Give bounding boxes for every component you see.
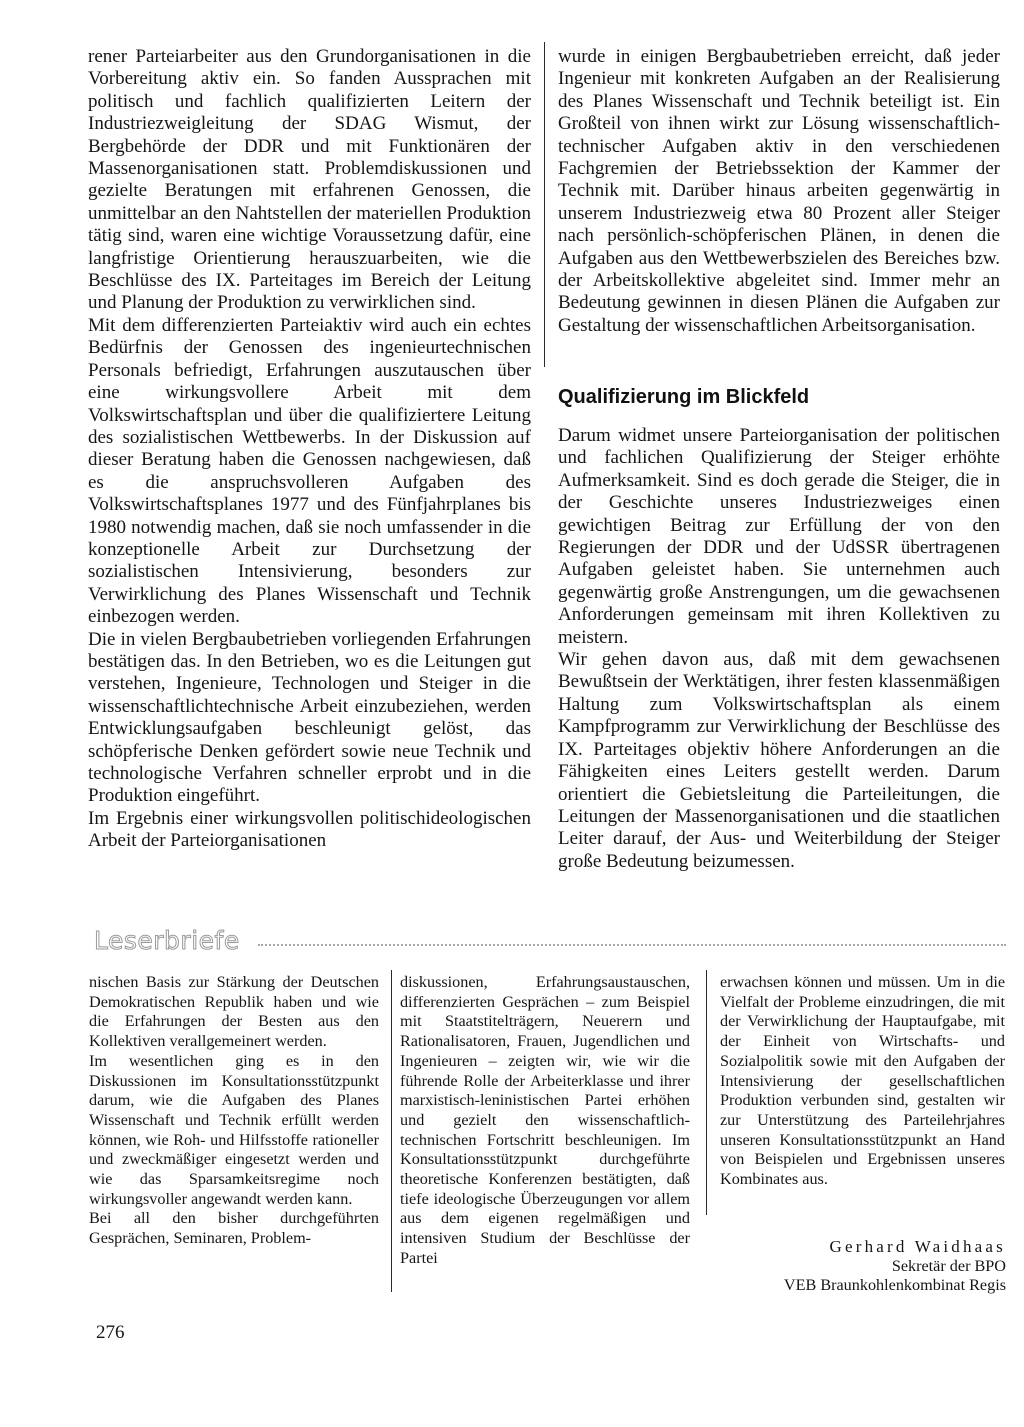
letter-signature <box>686 1237 1006 1296</box>
paragraph: Die in vielen Bergbaubetrieben vorliegenden Erfahrungen bestätigen das. In den Betrieben, wo es die Leitungen gut verstehen, Ingenieure, Technologen und Steiger in die wissenschaftlichtechnische Arbeit einzubeziehen, werden Entwicklungsaufgaben beschleunigt gelöst, das schöpferische Denken gefördert sowie neue Technik und technologische Verfahren schneller erprobt und in die Produktion eingeführt. <box>88 628 531 807</box>
paragraph: Bei all den bisher durchgeführten Gesprächen, Seminaren, Problem- <box>89 1209 379 1248</box>
author-role: Sekretär der BPO <box>891 1256 1006 1275</box>
article-column-1 <box>88 46 531 853</box>
column-divider <box>706 970 707 1215</box>
article-column-2-bottom <box>558 425 1000 873</box>
paragraph: Mit dem differenzierten Parteiaktiv wird auch ein echtes Bedürfnis der Genossen des ingenieurtechnischen Personals befriedigt, Erfahrungen auszutauschen über eine wirkungsvollere Arbeit mit dem Volkswirtschaftsplan und über die qualifiziertere Leitung des sozialistischen Wettbewerbs. In der Diskussion auf dieser Beratung haben die Genossen nachgewiesen, daß es die anspruchsvolleren Aufgaben des Volkswirtschaftsplanes 1977 und des Fünfjahrplanes bis 1980 notwendig machen, daß sie noch umfassender in die konzeptionelle Arbeit zur Durchsetzung der sozialistischen Intensivierung, besonders zur Verwirklichung des Planes Wissenschaft und Technik einbezogen werden. <box>88 314 531 628</box>
paragraph: rener Parteiarbeiter aus den Grundorganisationen in die Vorbereitung aktiv ein. So fanden Aussprachen mit politisch und fachlich qualifizierten Leitern der Industriezweigleitung der SDAG Wismut, der Bergbehörde der DDR und mit Funktionären der Massenorganisationen statt. Problemdiskussionen und gezielte Beratungen mit erfahrenen Genossen, die unmittelbar an den Nahtstellen der materiellen Produktion tätig sind, waren eine wichtige Voraussetzung dafür, eine langfristige Orientierung herauszuarbeiten, wie die Beschlüsse des IX. Parteitages im Bereich der Leitung und Planung der Produktion zu verwirklichen sind. <box>88 46 531 314</box>
section-heading: Qualifizierung im Blickfeld <box>558 386 810 408</box>
letter-column-1 <box>89 973 379 1249</box>
letter-column-3 <box>720 973 1005 1190</box>
section-divider-line <box>258 944 1006 946</box>
author-name: Gerhard Waidhaas <box>829 1237 1006 1256</box>
column-divider <box>391 970 392 1292</box>
article-column-2-top <box>558 46 1000 337</box>
paragraph: Darum widmet unsere Parteiorganisation der politischen und fachlichen Qualifizierung der Steiger erhöhte Aufmerksamkeit. Sind es doch gerade die Steiger, die in der Geschichte unseres Industriezweiges einen gewichtigen Beitrag zur Erfüllung der von den Regierungen der DDR und der UdSSR übertragenen Aufgaben geleistet haben. Sie unternehmen auch gegenwärtig große Anstrengungen, um die gewachsenen Anforderungen gemeinsam mit ihren Kollektiven zu meistern. <box>558 425 1000 648</box>
author-organization: VEB Braunkohlenkombinat Regis <box>783 1276 1006 1295</box>
section-label-leserbriefe: Leserbriefe <box>94 926 240 955</box>
letter-column-2 <box>400 973 690 1269</box>
page-number: 276 <box>96 1322 125 1343</box>
paragraph: nischen Basis zur Stärkung der Deutschen Demokratischen Republik haben und wie die Erfahrungen der Besten aus den Kollektiven verallgemeinert werden. <box>89 973 379 1051</box>
paragraph: wurde in einigen Bergbaubetrieben erreicht, daß jeder Ingenieur mit konkreten Aufgaben an der Realisierung des Planes Wissenschaft und Technik beteiligt ist. Ein Großteil von ihnen wirkt zur Lösung wissenschaftlich-technischer Aufgaben aktiv in den verschiedenen Fachgremien der Betriebssektion der Kammer der Technik mit. Darüber hinaus arbeiten gegenwärtig in unserem Industriezweig etwa 80 Prozent aller Steiger nach persönlich-schöpferischen Plänen, in denen die Aufgaben aus den Wettbewerbszielen des Bereiches bzw. der Arbeitskollektive abgeleitet sind. Immer mehr an Bedeutung gewinnen in diesen Plänen die Aufgaben zur Gestaltung der wissenschaftlichen Arbeitsorganisation. <box>558 46 1000 336</box>
column-divider <box>544 42 545 367</box>
paragraph: Im wesentlichen ging es in den Diskussionen im Konsultationsstützpunkt darum, wie die Aufgaben des Planes Wissenschaft und Technik erfüllt werden können, wie Roh- und Hilfsstoffe rationeller und zweckmäßiger eingesetzt werden und wie das Sparsamkeitsregime noch wirkungsvoller angewandt werden kann. <box>89 1051 379 1208</box>
paragraph: diskussionen, Erfahrungsaustauschen, differenzierten Gesprächen – zum Beispiel mit Staatstitelträgern, Neuerern und Rationalisatoren, Frauen, Jugendlichen und Ingenieuren – zeigten wir, wie wir die führende Rolle der Arbeiterklasse und ihrer marxistisch-leninistischen Partei erhöhen und gezielt den wissenschaftlich-technischen Fortschritt beschleunigen. Im Konsultationsstützpunkt durchgeführte theoretische Konferenzen bestätigten, daß tiefe ideologische Überzeugungen vor allem aus dem eigenen regelmäßigen und intensiven Studium der Beschlüsse der Partei <box>400 973 690 1267</box>
paragraph: Im Ergebnis einer wirkungsvollen politischideologischen Arbeit der Parteiorganisationen <box>88 807 531 852</box>
paragraph: Wir gehen davon aus, daß mit dem gewachsenen Bewußtsein der Werktätigen, ihrer festen klassenmäßigen Haltung zum Volkswirtschaftsplan als einem Kampfprogramm zur Verwirklichung der Beschlüsse des IX. Parteitages objektiv höhere Anforderungen an die Fähigkeiten eines Leiters gestellt werden. Darum orientiert die Gebietsleitung die Parteileitungen, die Leitungen der Massenorganisationen und die staatlichen Leiter darauf, der Aus- und Weiterbildung der Steiger große Bedeutung beizumessen. <box>558 649 1000 872</box>
paragraph: erwachsen können und müssen. Um in die Vielfalt der Probleme einzudringen, die mit der Verwirklichung der Hauptaufgabe, mit der Einheit von Wirtschafts- und Sozialpolitik sowie mit den Aufgaben der Intensivierung der gesellschaftlichen Produktion verbunden sind, gestalten wir zur Unterstützung des Parteilehrjahres unseren Konsultationsstützpunkt an Hand von Beispielen und Ergebnissen unseres Kombinates aus. <box>720 973 1005 1189</box>
